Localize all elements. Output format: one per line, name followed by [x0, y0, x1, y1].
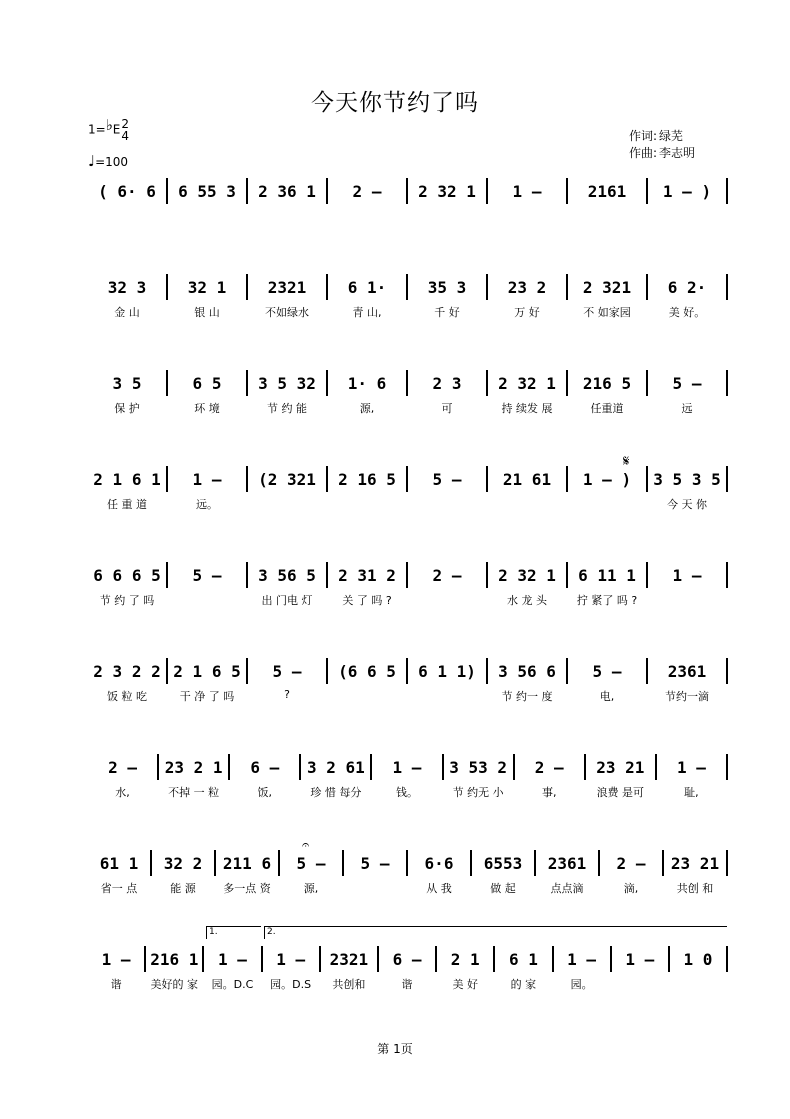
quarter-note-icon: ♩	[88, 152, 96, 170]
bar-line	[726, 658, 728, 684]
lyric	[568, 208, 646, 224]
lyric	[328, 208, 406, 224]
measure: (6 6 5	[338, 661, 396, 681]
measure: 6 5	[192, 373, 222, 393]
lyric: 珍 惜 每分	[310, 786, 362, 799]
measure: 2321	[267, 277, 307, 297]
lyric: 持 续发 展	[501, 402, 553, 415]
lyric-row	[88, 304, 728, 320]
volta-first: 1.	[206, 926, 261, 939]
lyric: 金 山	[114, 306, 140, 319]
lyric: 今 天 你	[667, 498, 707, 511]
lyric-spacer	[726, 592, 728, 608]
measure: 6 –	[392, 949, 422, 969]
lyric-row	[88, 976, 728, 992]
measure: 1 –	[676, 757, 706, 777]
lyric: 事,	[541, 786, 557, 799]
lyric: 园。	[570, 978, 593, 991]
measure: 6 1 1)	[418, 661, 476, 681]
lyricist: 绿芜	[659, 129, 684, 143]
measure: 2 –	[534, 757, 564, 777]
key-tonic: E	[112, 122, 121, 137]
lyric: 省一 点	[100, 882, 138, 895]
measure: 32 3	[107, 277, 147, 297]
lyric: 出 门电 灯	[261, 594, 313, 607]
measure: 2 1 6 5	[173, 661, 241, 681]
measure: 3 5 3 5	[653, 469, 721, 489]
tempo-value: =100	[95, 155, 129, 169]
lyric: 从 我	[426, 882, 452, 895]
lyric-spacer	[726, 784, 728, 800]
lyric: 可	[441, 402, 453, 415]
measure: 32 1	[187, 277, 227, 297]
measure: 5 –	[360, 853, 390, 873]
time-bottom: 4	[121, 129, 130, 143]
measure: 3 53 2	[449, 757, 507, 777]
measure: 211 6	[222, 853, 272, 873]
lyric-spacer	[726, 304, 728, 320]
measure: 3 56 6	[498, 661, 556, 681]
lyric: 饭 粒 吃	[107, 690, 147, 703]
lyric: 保 护	[114, 402, 140, 415]
lyric	[408, 688, 486, 704]
note-row	[88, 850, 728, 876]
measure: 1 –	[218, 949, 247, 969]
lyric: 源,	[303, 882, 319, 895]
lyric-row	[88, 496, 728, 512]
measure: 5 –	[432, 469, 462, 489]
measure: 6 2·	[667, 277, 707, 297]
lyric-spacer	[726, 496, 728, 512]
measure: 2 –	[108, 757, 137, 777]
measure: 61 1	[99, 853, 139, 873]
measure: 32 2	[163, 853, 203, 873]
score-line	[88, 754, 728, 814]
lyric-spacer	[726, 688, 728, 704]
lyric: 共创和	[332, 978, 366, 991]
bar-line	[726, 850, 728, 876]
lyric: 关 了 吗 ?	[342, 594, 392, 607]
key-prefix: 1=	[88, 122, 106, 137]
lyric: 耻,	[684, 786, 699, 799]
lyric: 共创 和	[676, 882, 714, 895]
bar-line	[726, 370, 728, 396]
lyric-row	[88, 880, 728, 896]
measure: 1 –	[512, 181, 542, 201]
measure: 2361	[667, 661, 707, 681]
note-row	[88, 274, 728, 300]
lyric: 不 如家园	[583, 306, 631, 319]
tempo-marking	[88, 152, 128, 170]
lyric	[344, 880, 406, 896]
measure: 2 –	[432, 565, 462, 585]
bar-line	[726, 562, 728, 588]
lyric: 美好的 家	[150, 978, 199, 991]
lyric: 不如绿水	[265, 306, 309, 319]
measure: 1 –	[192, 469, 222, 489]
score-line	[88, 274, 728, 334]
measure: 6 1·	[347, 277, 387, 297]
lyric	[488, 208, 566, 224]
lyric: 水,	[115, 786, 130, 799]
page-number: 第 1页	[377, 1042, 413, 1056]
lyric: 千 好	[434, 306, 460, 319]
lyric	[648, 208, 726, 224]
measure: 2 –	[352, 181, 382, 201]
lyric	[612, 976, 668, 992]
lyric: 环 境	[194, 402, 220, 415]
measure: 1· 6	[347, 373, 387, 393]
measure: 6 6 6 5	[93, 565, 161, 585]
measure: 21 61	[502, 469, 552, 489]
composer: 李志明	[659, 146, 696, 160]
lyric-spacer	[726, 880, 728, 896]
lyric	[88, 208, 166, 224]
bar-line	[726, 178, 728, 204]
measure: 5 –	[672, 373, 702, 393]
measure: 2 321	[582, 277, 632, 297]
credits	[629, 128, 695, 162]
lyric: 滴,	[623, 882, 639, 895]
measure: 3 5	[112, 373, 142, 393]
lyric: 节 约 了 吗	[99, 594, 155, 607]
lyric: 园。D.C	[211, 978, 254, 991]
lyric: 节 约一 度	[501, 690, 553, 703]
lyric: 银 山	[194, 306, 220, 319]
measure: 1 –	[392, 757, 422, 777]
measure: 1 –	[625, 949, 655, 969]
lyric-row	[88, 592, 728, 608]
measure: 216 1	[150, 949, 199, 969]
lyric: 浪费 是可	[596, 786, 645, 799]
measure: 5 –	[592, 661, 622, 681]
lyric-row	[88, 208, 728, 224]
measure: 1 0	[683, 949, 713, 969]
measure: 1 –	[567, 949, 597, 969]
measure: (2 321	[258, 469, 316, 489]
bar-line	[726, 466, 728, 492]
score-line	[88, 562, 728, 622]
bar-line	[726, 754, 728, 780]
key-signature	[88, 115, 130, 143]
measure: 35 3	[427, 277, 467, 297]
lyric: 干 净 了 吗	[179, 690, 235, 703]
measure: 5 –	[296, 853, 326, 873]
flat-sign: ♭	[105, 115, 113, 134]
note-row	[88, 562, 728, 588]
lyric-spacer	[726, 976, 728, 992]
score-line	[88, 178, 728, 238]
measure: 6553	[483, 853, 523, 873]
lyric-row	[88, 400, 728, 416]
lyric: 能 源	[170, 882, 196, 895]
lyric: 青 山,	[352, 306, 382, 319]
measure: 2 1	[450, 949, 480, 969]
measure: 3 56 5	[258, 565, 316, 585]
lyric: 美 好	[452, 978, 478, 991]
score-line	[88, 838, 728, 910]
lyric	[568, 496, 646, 512]
lyric	[488, 496, 566, 512]
lyric: 多一点 资	[223, 882, 271, 895]
lyric: 节 约无 小	[452, 786, 504, 799]
score-line	[88, 927, 728, 1006]
measure: 2321	[329, 949, 369, 969]
note-row	[88, 658, 728, 684]
measure: 6 1	[508, 949, 538, 969]
fermata-icon: 𝄐	[302, 838, 310, 853]
song-title: 今天你节约了吗	[311, 90, 479, 116]
time-signature	[121, 118, 129, 142]
lyric: 远。	[196, 498, 218, 511]
measure: 2 32 1	[418, 181, 476, 201]
lyric: 不掉 一 粒	[168, 786, 220, 799]
lyric	[408, 592, 486, 608]
volta-second: 2.	[264, 926, 727, 939]
time-top: 2	[121, 117, 130, 131]
lyric: 任 重 道	[107, 498, 147, 511]
measure: 6 55 3	[178, 181, 236, 201]
measure: 2 16 5	[338, 469, 396, 489]
lyric: 任重道	[590, 402, 624, 415]
lyric: 拧 紧了 吗 ?	[576, 594, 638, 607]
score-line	[88, 658, 728, 718]
lyric: 饭,	[257, 786, 273, 799]
measure: 23 21	[596, 757, 645, 777]
lyric: 谐	[401, 978, 413, 991]
measure: 2 3	[432, 373, 462, 393]
measure: 2361	[547, 853, 587, 873]
lyric-spacer	[726, 208, 728, 224]
lyric: 节约一滴	[665, 690, 709, 703]
measure: 5 –	[192, 565, 222, 585]
lyric	[670, 976, 726, 992]
measure: 2 32 1	[498, 373, 556, 393]
lyric-row	[88, 688, 728, 704]
score-line	[88, 452, 728, 526]
measure: 6 –	[250, 757, 280, 777]
note-row	[88, 370, 728, 396]
note-row	[88, 466, 728, 492]
measure: 2161	[587, 181, 627, 201]
measure: 1 – )	[662, 181, 712, 201]
measure: 23 2 1	[164, 757, 223, 777]
bar-line	[726, 274, 728, 300]
measure: 2 36 1	[258, 181, 316, 201]
lyric	[328, 688, 406, 704]
note-row	[88, 178, 728, 204]
lyric: 水 龙 头	[507, 594, 547, 607]
lyric: 钱。	[395, 786, 418, 799]
measure: 2 3 2 2	[93, 661, 161, 681]
measure: 23 2	[507, 277, 547, 297]
lyric	[408, 208, 486, 224]
measure: 2 32 1	[498, 565, 556, 585]
lyric	[168, 208, 246, 224]
measure: ( 6· 6	[98, 181, 156, 201]
measure: 2 31 2	[338, 565, 396, 585]
lyric	[168, 592, 246, 608]
lyric	[408, 496, 486, 512]
measure: 6·6	[424, 853, 454, 873]
note-row	[88, 946, 728, 972]
lyric: 万 好	[514, 306, 540, 319]
measure: 23 21	[670, 853, 720, 873]
lyric: ?	[284, 688, 290, 701]
measure: 3 5 32	[258, 373, 316, 393]
measure: 1 – )	[582, 469, 632, 489]
lyric: 做 起	[490, 882, 516, 895]
lyric: 园。D.S	[270, 978, 312, 991]
bar-line	[726, 946, 728, 972]
segno-icon: 𝄋	[623, 452, 630, 470]
lyric	[328, 496, 406, 512]
measure: 3 2 61	[306, 757, 365, 777]
lyric: 节 约 能	[267, 402, 307, 415]
composer-label: 作曲:	[629, 146, 658, 160]
measure: 1 –	[276, 949, 306, 969]
measure: 2 1 6 1	[93, 469, 161, 489]
lyric: 点点滴	[550, 882, 584, 895]
measure: 5 –	[272, 661, 302, 681]
measure: 1 –	[672, 565, 702, 585]
lyric: 的 家	[510, 978, 537, 991]
score-line	[88, 370, 728, 430]
measure: 6 11 1	[578, 565, 636, 585]
lyric: 美 好。	[668, 306, 706, 319]
lyric	[248, 208, 326, 224]
lyric-row	[88, 784, 728, 800]
lyricist-label: 作词:	[629, 129, 658, 143]
lyric: 远	[681, 402, 693, 415]
lyric: 谐	[110, 978, 122, 991]
measure: 216 5	[582, 373, 632, 393]
lyric: 电,	[599, 690, 615, 703]
measure: 1 –	[101, 949, 131, 969]
lyric	[648, 592, 726, 608]
lyric	[248, 496, 326, 512]
note-row	[88, 754, 728, 780]
lyric-spacer	[726, 400, 728, 416]
measure: 2 –	[616, 853, 646, 873]
lyric: 源,	[359, 402, 375, 415]
